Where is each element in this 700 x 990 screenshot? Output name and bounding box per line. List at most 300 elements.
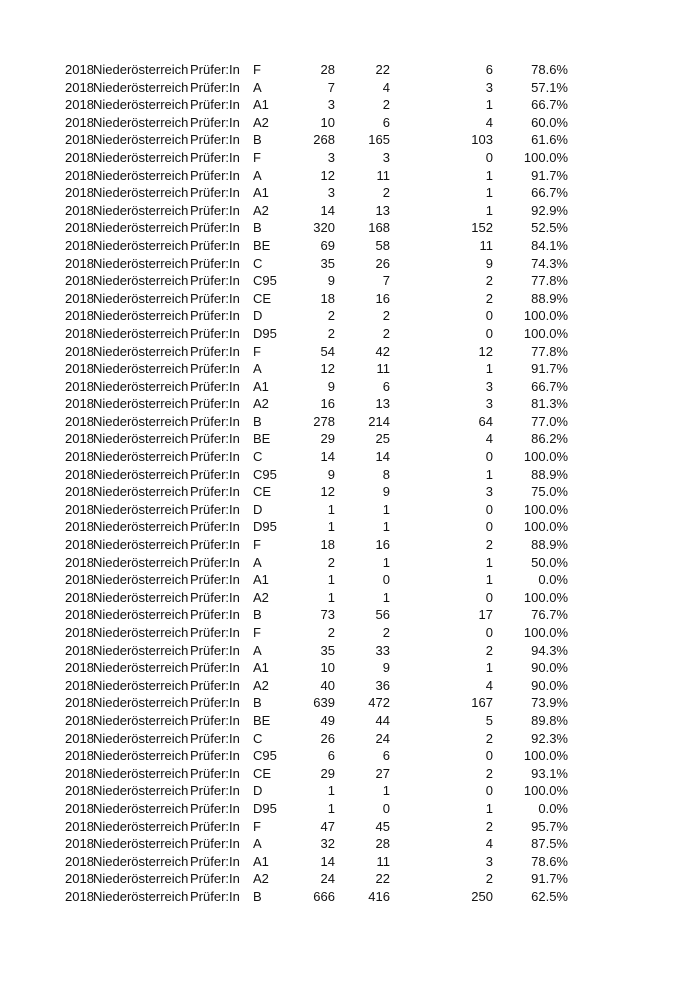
- region-cell: Niederösterreich: [93, 818, 189, 834]
- count-failed-cell: 4: [485, 677, 493, 693]
- count-total-cell: 28: [320, 62, 335, 77]
- pass-rate-cell: 78.6%: [531, 62, 568, 77]
- pass-rate-cell: 94.3%: [531, 642, 568, 658]
- count-failed-cell: 4: [485, 836, 493, 852]
- region-cell: Niederösterreich: [93, 748, 189, 764]
- examiner-type-cell: Prüfer:In: [190, 537, 240, 553]
- count-failed-cell: 0: [485, 519, 493, 535]
- examiner-type-cell: Prüfer:In: [190, 607, 240, 623]
- count-total-cell: 40: [320, 677, 335, 693]
- pass-rate-cell: 75.0%: [531, 484, 568, 500]
- year-cell: 2018: [65, 800, 94, 816]
- count-total-cell: 3: [327, 185, 335, 201]
- count-failed-cell: 17: [478, 607, 493, 623]
- licence-class-cell: C95: [253, 466, 277, 482]
- table-row: [0, 818, 700, 836]
- year-cell: 2018: [65, 396, 94, 412]
- count-passed-cell: 11: [376, 167, 390, 183]
- count-failed-cell: 2: [485, 871, 493, 887]
- region-cell: Niederösterreich: [93, 712, 189, 728]
- examiner-type-cell: Prüfer:In: [190, 396, 240, 412]
- count-total-cell: 69: [320, 237, 335, 253]
- count-passed-cell: 28: [375, 836, 390, 852]
- pass-rate-cell: 88.9%: [531, 290, 568, 306]
- count-failed-cell: 103: [471, 132, 493, 148]
- count-total-cell: 3: [327, 149, 335, 165]
- count-passed-cell: 16: [375, 290, 390, 306]
- region-cell: Niederösterreich: [93, 255, 189, 271]
- count-total-cell: 320: [313, 220, 335, 236]
- count-total-cell: 7: [327, 79, 335, 95]
- count-passed-cell: 58: [375, 237, 390, 253]
- count-passed-cell: 22: [375, 62, 390, 77]
- region-cell: Niederösterreich: [93, 273, 189, 289]
- count-passed-cell: 14: [375, 449, 390, 465]
- region-cell: Niederösterreich: [93, 783, 189, 799]
- count-failed-cell: 0: [485, 308, 493, 324]
- count-total-cell: 2: [327, 554, 335, 570]
- count-failed-cell: 0: [485, 449, 493, 465]
- pass-rate-cell: 89.8%: [531, 712, 568, 728]
- count-passed-cell: 0: [382, 572, 390, 588]
- examiner-type-cell: Prüfer:In: [190, 237, 240, 253]
- licence-class-cell: F: [253, 625, 261, 640]
- count-failed-cell: 167: [471, 695, 493, 711]
- examiner-type-cell: Prüfer:In: [190, 642, 240, 658]
- table-row: [0, 853, 700, 871]
- pass-rate-cell: 95.7%: [531, 818, 568, 834]
- pass-rate-cell: 100.0%: [523, 449, 568, 465]
- count-total-cell: 35: [320, 642, 335, 658]
- count-total-cell: 12: [320, 167, 335, 183]
- table-row: [0, 536, 700, 554]
- count-passed-cell: 6: [382, 378, 390, 394]
- count-failed-cell: 0: [485, 325, 493, 341]
- table-row: [0, 430, 700, 448]
- count-passed-cell: 11: [376, 853, 390, 869]
- licence-class-cell: C: [253, 255, 263, 271]
- count-total-cell: 2: [327, 308, 335, 324]
- count-failed-cell: 3: [485, 853, 493, 869]
- examiner-type-cell: Prüfer:In: [190, 800, 240, 816]
- count-failed-cell: 4: [485, 431, 493, 447]
- count-total-cell: 18: [320, 537, 335, 553]
- table-row: [0, 888, 700, 906]
- table-row: [0, 730, 700, 748]
- examiner-type-cell: Prüfer:In: [190, 484, 240, 500]
- count-failed-cell: 1: [485, 97, 493, 113]
- licence-class-cell: A: [253, 554, 262, 570]
- table-row: [0, 712, 700, 730]
- region-cell: Niederösterreich: [93, 677, 189, 693]
- count-total-cell: 6: [327, 748, 335, 764]
- count-passed-cell: 2: [382, 97, 390, 113]
- examiner-type-cell: Prüfer:In: [190, 660, 240, 676]
- table-row: [0, 765, 700, 783]
- count-passed-cell: 214: [368, 413, 390, 429]
- region-cell: Niederösterreich: [93, 501, 189, 517]
- table-row: [0, 255, 700, 273]
- licence-class-cell: D95: [253, 325, 277, 341]
- licence-class-cell: D: [253, 308, 263, 324]
- licence-class-cell: A: [253, 79, 262, 95]
- count-total-cell: 73: [320, 607, 335, 623]
- count-passed-cell: 13: [375, 202, 390, 218]
- count-passed-cell: 6: [382, 114, 390, 130]
- examiner-type-cell: Prüfer:In: [190, 202, 240, 218]
- examiner-type-cell: Prüfer:In: [190, 695, 240, 711]
- year-cell: 2018: [65, 853, 94, 869]
- pass-rate-cell: 91.7%: [531, 871, 568, 887]
- licence-class-cell: B: [253, 220, 262, 236]
- count-failed-cell: 64: [478, 413, 493, 429]
- year-cell: 2018: [65, 519, 94, 535]
- region-cell: Niederösterreich: [93, 466, 189, 482]
- table-row: [0, 835, 700, 853]
- licence-class-cell: A1: [253, 378, 269, 394]
- count-passed-cell: 33: [375, 642, 390, 658]
- licence-class-cell: A2: [253, 202, 269, 218]
- examiner-type-cell: Prüfer:In: [190, 677, 240, 693]
- count-total-cell: 26: [320, 730, 335, 746]
- count-total-cell: 18: [320, 290, 335, 306]
- licence-class-cell: A2: [253, 677, 269, 693]
- count-passed-cell: 9: [382, 660, 390, 676]
- licence-class-cell: B: [253, 413, 262, 429]
- region-cell: Niederösterreich: [93, 695, 189, 711]
- examiner-type-cell: Prüfer:In: [190, 132, 240, 148]
- examiner-type-cell: Prüfer:In: [190, 378, 240, 394]
- region-cell: Niederösterreich: [93, 185, 189, 201]
- count-passed-cell: 2: [382, 185, 390, 201]
- year-cell: 2018: [65, 273, 94, 289]
- licence-class-cell: B: [253, 607, 262, 623]
- pass-rate-cell: 93.1%: [531, 765, 568, 781]
- count-failed-cell: 0: [485, 149, 493, 165]
- pass-rate-cell: 0.0%: [538, 800, 568, 816]
- year-cell: 2018: [65, 484, 94, 500]
- table-row: [0, 782, 700, 800]
- year-cell: 2018: [65, 62, 94, 77]
- count-passed-cell: 56: [375, 607, 390, 623]
- year-cell: 2018: [65, 836, 94, 852]
- table-row: [0, 307, 700, 325]
- year-cell: 2018: [65, 625, 94, 640]
- examiner-type-cell: Prüfer:In: [190, 62, 240, 77]
- table-row: [0, 747, 700, 765]
- table-row: [0, 624, 700, 642]
- table-row: [0, 79, 700, 97]
- count-total-cell: 278: [313, 413, 335, 429]
- examiner-type-cell: Prüfer:In: [190, 79, 240, 95]
- examiner-type-cell: Prüfer:In: [190, 871, 240, 887]
- examiner-type-cell: Prüfer:In: [190, 273, 240, 289]
- region-cell: Niederösterreich: [93, 660, 189, 676]
- year-cell: 2018: [65, 449, 94, 465]
- count-failed-cell: 0: [485, 589, 493, 605]
- count-total-cell: 54: [320, 343, 335, 359]
- count-failed-cell: 3: [485, 378, 493, 394]
- count-passed-cell: 9: [382, 484, 390, 500]
- count-failed-cell: 1: [485, 202, 493, 218]
- licence-class-cell: BE: [253, 431, 271, 447]
- count-total-cell: 12: [320, 484, 335, 500]
- count-total-cell: 14: [320, 853, 335, 869]
- pass-rate-cell: 90.0%: [531, 660, 568, 676]
- count-failed-cell: 2: [485, 730, 493, 746]
- year-cell: 2018: [65, 572, 94, 588]
- licence-class-cell: A2: [253, 396, 269, 412]
- table-row: [0, 659, 700, 677]
- examiner-type-cell: Prüfer:In: [190, 466, 240, 482]
- pass-rate-cell: 74.3%: [531, 255, 568, 271]
- licence-class-cell: D95: [253, 800, 277, 816]
- year-cell: 2018: [65, 537, 94, 553]
- count-failed-cell: 0: [485, 501, 493, 517]
- count-passed-cell: 24: [375, 730, 390, 746]
- year-cell: 2018: [65, 818, 94, 834]
- pass-rate-cell: 0.0%: [538, 572, 568, 588]
- count-total-cell: 639: [313, 695, 335, 711]
- count-total-cell: 14: [320, 202, 335, 218]
- region-cell: Niederösterreich: [93, 853, 189, 869]
- licence-class-cell: A1: [253, 572, 269, 588]
- pass-rate-cell: 100.0%: [523, 748, 568, 764]
- licence-class-cell: D: [253, 783, 263, 799]
- licence-class-cell: CE: [253, 765, 272, 781]
- year-cell: 2018: [65, 888, 94, 904]
- table-row: [0, 96, 700, 114]
- licence-class-cell: F: [253, 343, 261, 359]
- count-passed-cell: 42: [375, 343, 390, 359]
- count-total-cell: 2: [327, 325, 335, 341]
- count-total-cell: 49: [320, 712, 335, 728]
- examiner-type-cell: Prüfer:In: [190, 290, 240, 306]
- licence-class-cell: F: [253, 818, 261, 834]
- pass-rate-cell: 92.9%: [531, 202, 568, 218]
- region-cell: Niederösterreich: [93, 378, 189, 394]
- count-total-cell: 268: [313, 132, 335, 148]
- year-cell: 2018: [65, 79, 94, 95]
- examiner-type-cell: Prüfer:In: [190, 748, 240, 764]
- licence-class-cell: B: [253, 132, 262, 148]
- table-row: [0, 642, 700, 660]
- pass-rate-cell: 84.1%: [531, 237, 568, 253]
- examiner-type-cell: Prüfer:In: [190, 185, 240, 201]
- licence-class-cell: A2: [253, 871, 269, 887]
- table-row: [0, 448, 700, 466]
- year-cell: 2018: [65, 255, 94, 271]
- count-passed-cell: 45: [375, 818, 390, 834]
- table-row: [0, 237, 700, 255]
- licence-class-cell: A: [253, 361, 262, 377]
- count-passed-cell: 1: [382, 519, 390, 535]
- region-cell: Niederösterreich: [93, 220, 189, 236]
- count-total-cell: 29: [320, 765, 335, 781]
- year-cell: 2018: [65, 431, 94, 447]
- examiner-type-cell: Prüfer:In: [190, 853, 240, 869]
- pass-rate-cell: 50.0%: [531, 554, 568, 570]
- region-cell: Niederösterreich: [93, 202, 189, 218]
- region-cell: Niederösterreich: [93, 308, 189, 324]
- year-cell: 2018: [65, 589, 94, 605]
- count-failed-cell: 4: [485, 114, 493, 130]
- count-total-cell: 29: [320, 431, 335, 447]
- count-passed-cell: 11: [376, 361, 390, 377]
- examiner-type-cell: Prüfer:In: [190, 255, 240, 271]
- count-total-cell: 1: [327, 501, 335, 517]
- count-passed-cell: 6: [382, 748, 390, 764]
- region-cell: Niederösterreich: [93, 572, 189, 588]
- licence-class-cell: A1: [253, 853, 269, 869]
- table-row: [0, 272, 700, 290]
- table-row: [0, 800, 700, 818]
- count-failed-cell: 1: [485, 466, 493, 482]
- region-cell: Niederösterreich: [93, 325, 189, 341]
- year-cell: 2018: [65, 695, 94, 711]
- count-failed-cell: 1: [485, 572, 493, 588]
- examiner-type-cell: Prüfer:In: [190, 888, 240, 904]
- pass-rate-cell: 52.5%: [531, 220, 568, 236]
- count-failed-cell: 250: [471, 888, 493, 904]
- pass-rate-cell: 100.0%: [523, 783, 568, 799]
- table-row: [0, 61, 700, 79]
- region-cell: Niederösterreich: [93, 132, 189, 148]
- count-failed-cell: 2: [485, 765, 493, 781]
- region-cell: Niederösterreich: [93, 888, 189, 904]
- pass-rate-cell: 100.0%: [523, 625, 568, 640]
- count-failed-cell: 3: [485, 484, 493, 500]
- count-passed-cell: 1: [382, 589, 390, 605]
- report-table: [0, 61, 700, 906]
- table-row: [0, 325, 700, 343]
- licence-class-cell: D95: [253, 519, 277, 535]
- pass-rate-cell: 88.9%: [531, 537, 568, 553]
- region-cell: Niederösterreich: [93, 730, 189, 746]
- region-cell: Niederösterreich: [93, 62, 189, 77]
- count-failed-cell: 3: [485, 79, 493, 95]
- count-passed-cell: 26: [375, 255, 390, 271]
- count-total-cell: 9: [327, 466, 335, 482]
- region-cell: Niederösterreich: [93, 343, 189, 359]
- pass-rate-cell: 100.0%: [523, 519, 568, 535]
- examiner-type-cell: Prüfer:In: [190, 308, 240, 324]
- count-total-cell: 1: [327, 572, 335, 588]
- count-total-cell: 9: [327, 378, 335, 394]
- licence-class-cell: F: [253, 62, 261, 77]
- year-cell: 2018: [65, 308, 94, 324]
- pass-rate-cell: 87.5%: [531, 836, 568, 852]
- pass-rate-cell: 77.8%: [531, 343, 568, 359]
- year-cell: 2018: [65, 712, 94, 728]
- licence-class-cell: F: [253, 149, 261, 165]
- pass-rate-cell: 81.3%: [531, 396, 568, 412]
- year-cell: 2018: [65, 501, 94, 517]
- pass-rate-cell: 62.5%: [531, 888, 568, 904]
- examiner-type-cell: Prüfer:In: [190, 449, 240, 465]
- region-cell: Niederösterreich: [93, 625, 189, 640]
- region-cell: Niederösterreich: [93, 519, 189, 535]
- count-passed-cell: 2: [382, 325, 390, 341]
- region-cell: Niederösterreich: [93, 413, 189, 429]
- licence-class-cell: C: [253, 730, 263, 746]
- count-failed-cell: 2: [485, 818, 493, 834]
- count-total-cell: 10: [320, 114, 335, 130]
- region-cell: Niederösterreich: [93, 290, 189, 306]
- table-row: [0, 870, 700, 888]
- table-row: [0, 571, 700, 589]
- examiner-type-cell: Prüfer:In: [190, 361, 240, 377]
- year-cell: 2018: [65, 132, 94, 148]
- pass-rate-cell: 100.0%: [523, 501, 568, 517]
- examiner-type-cell: Prüfer:In: [190, 783, 240, 799]
- count-total-cell: 12: [320, 361, 335, 377]
- count-failed-cell: 1: [485, 554, 493, 570]
- table-row: [0, 219, 700, 237]
- examiner-type-cell: Prüfer:In: [190, 325, 240, 341]
- examiner-type-cell: Prüfer:In: [190, 836, 240, 852]
- region-cell: Niederösterreich: [93, 237, 189, 253]
- pass-rate-cell: 100.0%: [523, 325, 568, 341]
- count-failed-cell: 11: [479, 237, 493, 253]
- count-total-cell: 24: [320, 871, 335, 887]
- table-row: [0, 501, 700, 519]
- examiner-type-cell: Prüfer:In: [190, 572, 240, 588]
- count-total-cell: 16: [320, 396, 335, 412]
- table-row: [0, 343, 700, 361]
- count-passed-cell: 3: [382, 149, 390, 165]
- examiner-type-cell: Prüfer:In: [190, 413, 240, 429]
- licence-class-cell: A: [253, 167, 262, 183]
- count-failed-cell: 1: [485, 660, 493, 676]
- region-cell: Niederösterreich: [93, 79, 189, 95]
- count-total-cell: 14: [320, 449, 335, 465]
- pass-rate-cell: 91.7%: [531, 167, 568, 183]
- licence-class-cell: C95: [253, 748, 277, 764]
- licence-class-cell: C95: [253, 273, 277, 289]
- licence-class-cell: F: [253, 537, 261, 553]
- year-cell: 2018: [65, 149, 94, 165]
- year-cell: 2018: [65, 167, 94, 183]
- table-row: [0, 677, 700, 695]
- count-failed-cell: 12: [478, 343, 493, 359]
- examiner-type-cell: Prüfer:In: [190, 519, 240, 535]
- examiner-type-cell: Prüfer:In: [190, 167, 240, 183]
- count-passed-cell: 4: [382, 79, 390, 95]
- count-passed-cell: 165: [368, 132, 390, 148]
- count-passed-cell: 2: [382, 625, 390, 640]
- region-cell: Niederösterreich: [93, 589, 189, 605]
- table-row: [0, 694, 700, 712]
- year-cell: 2018: [65, 730, 94, 746]
- year-cell: 2018: [65, 237, 94, 253]
- year-cell: 2018: [65, 413, 94, 429]
- region-cell: Niederösterreich: [93, 537, 189, 553]
- examiner-type-cell: Prüfer:In: [190, 431, 240, 447]
- count-failed-cell: 1: [485, 800, 493, 816]
- pass-rate-cell: 77.0%: [531, 413, 568, 429]
- examiner-type-cell: Prüfer:In: [190, 818, 240, 834]
- year-cell: 2018: [65, 660, 94, 676]
- count-passed-cell: 1: [382, 501, 390, 517]
- year-cell: 2018: [65, 97, 94, 113]
- count-total-cell: 32: [320, 836, 335, 852]
- count-passed-cell: 27: [375, 765, 390, 781]
- table-row: [0, 413, 700, 431]
- licence-class-cell: BE: [253, 712, 271, 728]
- pass-rate-cell: 100.0%: [523, 308, 568, 324]
- pass-rate-cell: 91.7%: [531, 361, 568, 377]
